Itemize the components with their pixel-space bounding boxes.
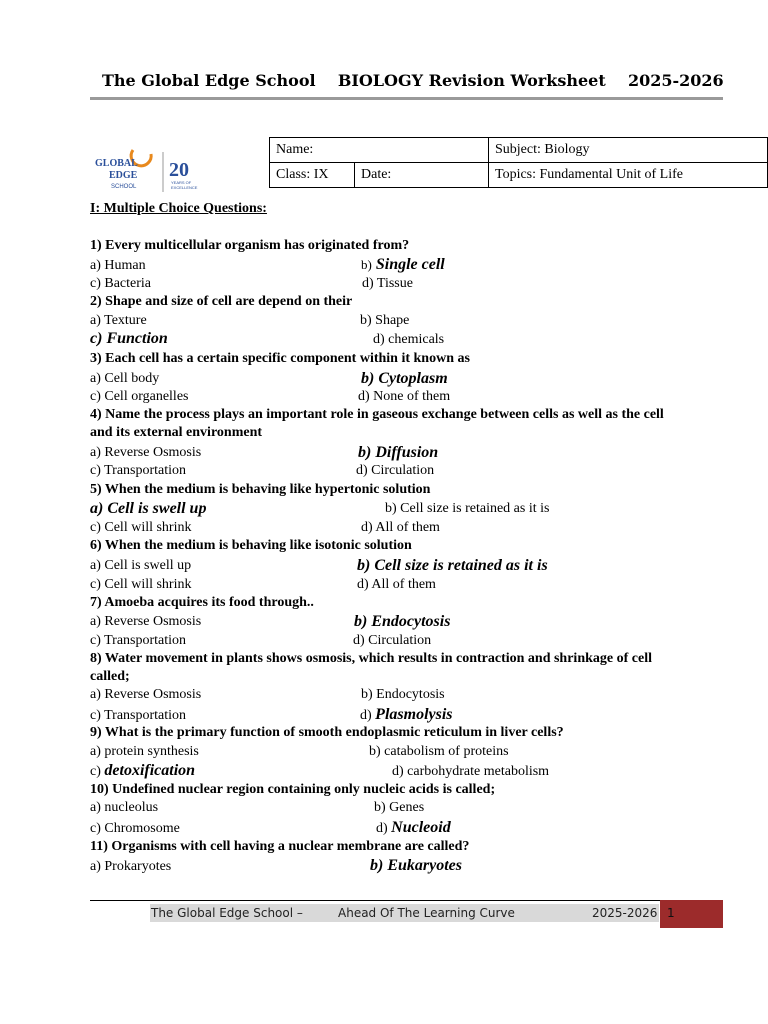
header-year: 2025-2026: [627, 71, 724, 90]
question-text: 4) Name the process plays an important role in gaseous exchange between cells as well as the cell: [90, 407, 664, 422]
option-b-answer: b) Single cell: [361, 256, 445, 273]
question-text: 11) Organisms with cell having a nuclear membrane are called?: [90, 839, 470, 854]
option-d: d) Circulation: [356, 463, 435, 478]
footer-rule: [90, 900, 660, 901]
logo-badge-line1: YEARS OF: [171, 180, 192, 185]
option-a: a) Prokaryotes: [90, 859, 172, 874]
option-c: c) Bacteria: [90, 276, 152, 291]
option-b: b) Endocytosis: [361, 687, 445, 702]
question-text: 1) Every multicellular organism has originated from?: [90, 238, 410, 253]
question-text: 7) Amoeba acquires its food through..: [90, 595, 314, 610]
option-c: c) Cell organelles: [90, 389, 189, 404]
logo-badge-num: 20: [169, 159, 189, 181]
option-d-answer: d) Nucleoid: [376, 819, 451, 836]
option-b: b) Cell size is retained as it is: [385, 501, 550, 516]
option-d: d) Tissue: [362, 276, 413, 291]
question-text: 2) Shape and size of cell are depend on their: [90, 294, 353, 309]
option-b: b) Shape: [360, 313, 410, 328]
option-c-answer: c) detoxification: [90, 762, 196, 779]
question-text-cont: called;: [90, 669, 130, 684]
option-a: a) Cell body: [90, 371, 160, 386]
logo-badge-line2: EXCELLENCE: [171, 185, 198, 190]
option-a-answer: a) Cell is swell up: [90, 500, 207, 517]
option-c-answer: c) Function: [90, 330, 168, 347]
option-a: a) Reverse Osmosis: [90, 614, 202, 629]
option-a: a) Reverse Osmosis: [90, 687, 202, 702]
page-number: 1: [667, 906, 675, 920]
option-c: c) Cell will shrink: [90, 520, 192, 535]
option-d: d) All of them: [357, 577, 436, 592]
section-title: I: Multiple Choice Questions:: [90, 201, 267, 216]
option-d: d) chemicals: [373, 332, 445, 347]
name-cell[interactable]: Name:: [270, 138, 489, 163]
option-d: d) Circulation: [353, 633, 432, 648]
option-c: c) Transportation: [90, 708, 187, 723]
question-text: 3) Each cell has a certain specific component within it known as: [90, 351, 470, 366]
class-cell: Class: IX: [270, 163, 355, 188]
option-a: a) protein synthesis: [90, 744, 199, 759]
option-b: b) catabolism of proteins: [369, 744, 509, 759]
topics-cell: Topics: Fundamental Unit of Life: [489, 163, 768, 188]
option-a: a) Human: [90, 258, 146, 273]
option-a: a) Texture: [90, 313, 147, 328]
logo-text-edge: EDGE: [109, 170, 138, 181]
option-b-answer: b) Endocytosis: [354, 613, 451, 630]
header-title: BIOLOGY Revision Worksheet: [337, 71, 606, 90]
footer-motto: Ahead Of The Learning Curve: [338, 906, 515, 920]
option-a: a) Cell is swell up: [90, 558, 192, 573]
question-text: 5) When the medium is behaving like hypertonic solution: [90, 482, 431, 497]
question-text: 8) Water movement in plants shows osmosis, which results in contraction and shrinkage of cell: [90, 651, 652, 666]
logo-text-global: GLOBAL: [95, 158, 138, 169]
option-c: c) Chromosome: [90, 821, 180, 836]
header-rule: [90, 97, 723, 100]
school-logo: [93, 142, 205, 194]
page-header: [102, 71, 724, 90]
option-a: a) Reverse Osmosis: [90, 445, 202, 460]
option-c: c) Cell will shrink: [90, 577, 192, 592]
date-cell[interactable]: Date:: [355, 163, 489, 188]
question-text: 10) Undefined nuclear region containing only nucleic acids is called;: [90, 782, 496, 797]
question-text: 6) When the medium is behaving like isotonic solution: [90, 538, 412, 553]
option-d: d) carbohydrate metabolism: [392, 764, 550, 779]
option-a: a) nucleolus: [90, 800, 159, 815]
student-info-table: [269, 137, 768, 188]
option-d: d) All of them: [361, 520, 440, 535]
option-b: b) Genes: [374, 800, 425, 815]
footer-school: The Global Edge School –: [151, 906, 303, 920]
option-b-answer: b) Cytoplasm: [361, 370, 448, 387]
question-text-cont: and its external environment: [90, 425, 263, 440]
option-c: c) Transportation: [90, 633, 187, 648]
option-b-answer: b) Eukaryotes: [370, 857, 462, 874]
option-c: c) Transportation: [90, 463, 187, 478]
subject-cell: Subject: Biology: [489, 138, 768, 163]
header-school: The Global Edge School: [102, 71, 316, 90]
question-text: 9) What is the primary function of smooth endoplasmic reticulum in liver cells?: [90, 725, 564, 740]
option-d-answer: d) Plasmolysis: [360, 706, 453, 723]
option-b-answer: b) Cell size is retained as it is: [357, 557, 548, 574]
option-d: d) None of them: [358, 389, 451, 404]
option-b-answer: b) Diffusion: [358, 444, 439, 461]
footer-year: 2025-2026: [592, 906, 658, 920]
logo-text-school: SCHOOL: [111, 184, 137, 190]
